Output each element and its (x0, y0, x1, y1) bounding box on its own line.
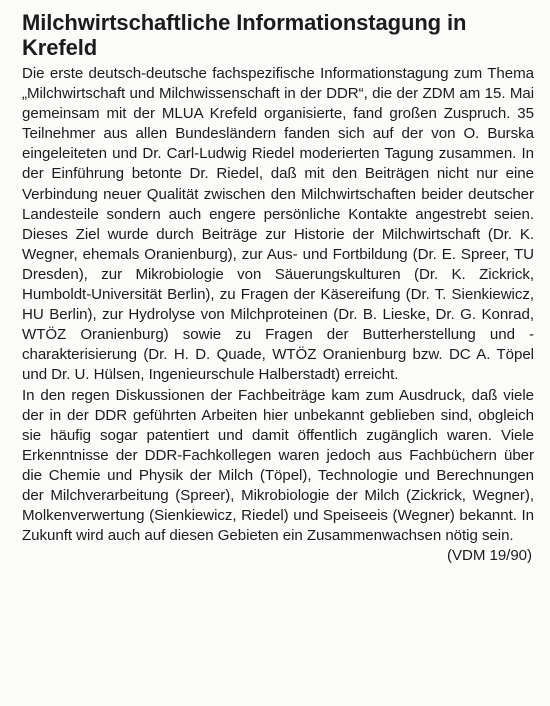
article-paragraph-1: Die erste deutsch-deutsche fachspezifische Informationstagung zum Thema „Milchwirtschaft und Milchwissenschaft in der DDR“, die der ZDM am 15. Mai gemeinsam mit der MLUA Krefeld organisierte, fand großen Zuspruch. 35 Teilnehmer aus allen Bundesländern fanden sich auf der von O. Burska eingeleiteten und Dr. Carl-Ludwig Riedel moderierten Tagung zusammen. In der Einführung betonte Dr. Riedel, daß mit den Beiträgen nicht nur eine Verbindung neuer Qualität zwischen den Milchwirtschaften beider deutscher Landesteile sondern auch engere persönliche Kontakte angestrebt seien. Dieses Ziel wurde durch Beiträge zur Historie der Milchwirtschaft (Dr. K. Wegner, ehemals Oranienburg), zur Aus- und Fortbildung (Dr. E. Spreer, TU Dresden), zur Mikrobiologie von Säuerungskulturen (Dr. K. Zickrick, Humboldt-Universität Berlin), zu Fragen der Käsereifung (Dr. T. Sienkiewicz, HU Berlin), zur Hydrolyse von Milchproteinen (Dr. B. Lieske, Dr. G. Konrad, WTÖZ Oranienburg) sowie zu Fragen der Butterherstellung und -charakterisierung (Dr. H. D. Quade, WTÖZ Oranienburg bzw. DC A. Töpel und Dr. U. Hülsen, Ingenieurschule Halberstadt) erreicht. (22, 65, 534, 384)
source-reference: (VDM 19/90) (446, 547, 532, 565)
article-title: Milchwirtschaftliche Informationstagung in Krefeld (22, 10, 467, 60)
article-paragraph-2 (22, 386, 534, 565)
article (22, 10, 534, 566)
article-paragraph-2-text: In den regen Diskussionen der Fachbeiträge kam zum Ausdruck, daß viele der in der DDR geführten Arbeiten hier unbekannt geblieben sind, obgleich sie häufig sogar patentiert und damit öffentlich zugänglich waren. Viele Erkenntnisse der DDR-Fachkollegen waren jedoch aus Fachbüchern über die Chemie und Physik der Milch (Töpel), Technologie und Berechnungen der Milchverarbeitung (Spreer), Mikrobiologie der Milch (Zickrick, Wegner), Molkenverwertung (Sienkiewicz, Riedel) und Speiseeis (Wegner) bekannt. In Zukunft wird auch auf diesen Gebieten ein Zusammenwachsen nötig sein. (22, 386, 534, 545)
